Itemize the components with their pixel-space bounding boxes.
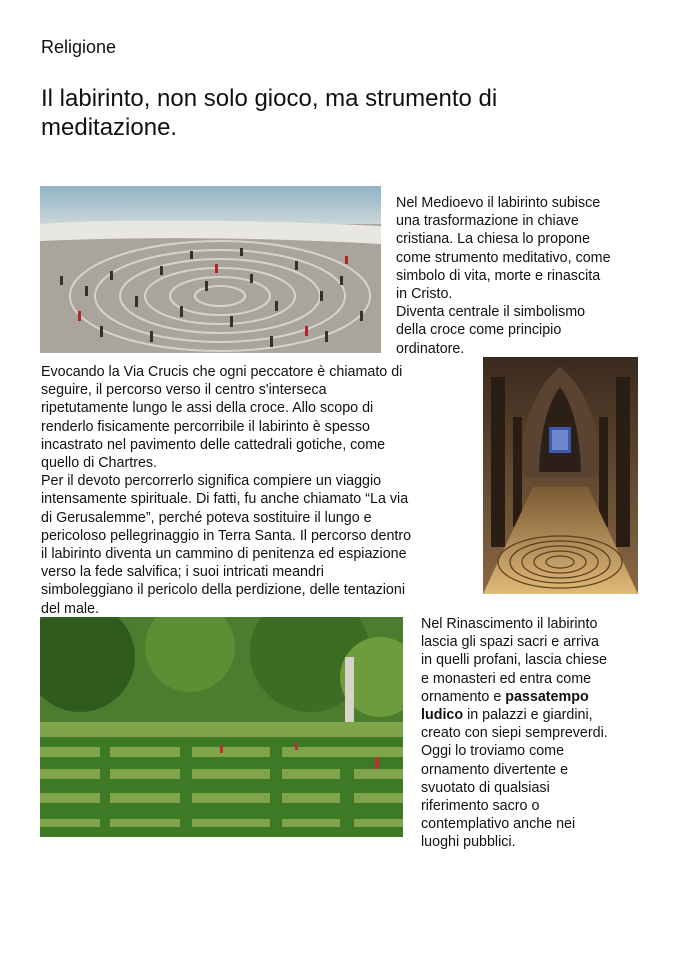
paragraph-rinascimento-part2: in palazzi e giardini, creato con siepi sempreverdi. Oggi lo troviamo come ornamento divertente e svuotato di qualsiasi riferimento sacro o contemplativo anche nei luoghi pubblici. <box>421 707 608 851</box>
beach-labyrinth-photo <box>40 186 381 353</box>
bold-ludico: ludico <box>421 707 464 724</box>
bold-passatempo: passatempo <box>505 688 589 705</box>
hedge-maze-photo <box>40 617 403 837</box>
paragraph-rinascimento <box>421 615 651 852</box>
page-title: Il labirinto, non solo gioco, ma strumento di meditazione. <box>41 85 498 141</box>
paragraph-medioevo: Nel Medioevo il labirinto subisce una trasformazione in chiave cristiana. La chiesa lo propone come strumento meditativo, come simbolo di vita, morte e rinascita in Cristo. Diventa centrale il simbolismo della croce come principio ordinatore. <box>396 195 611 357</box>
subject-heading: Religione <box>41 37 117 57</box>
cathedral-labyrinth-photo <box>483 357 638 594</box>
paragraph-via-crucis: Evocando la Via Crucis che ogni peccatore è chiamato di seguire, il percorso verso il centro s'interseca ripetutamente lungo le assi della croce. Allo scopo di renderlo fisicamente percorribile il labirinto è spesso incastrato nel pavimento delle cattedrali gotiche, come quello di Chartres. Per il devoto percorrerlo significa compiere un viaggio intensamente spirituale. Di fatti, fu anche chiamato “La via di Gerusalemme”, perché poteva sostituire il lungo e pericoloso pellegrinaggio in Terra Santa. Il percorso dentro il labirinto diventa un cammino di penitenza ed espiazione verso la fede salvifica; i suoi intricati meandri simboleggiano il pericolo della perdizione, delle tentazioni del male. <box>41 364 412 617</box>
paragraph-rinascimento-part1: Nel Rinascimento il labirinto lascia gli spazi sacri e arriva in quelli profani, lascia chiese e monasteri ed entra come ornamento e <box>421 616 607 705</box>
